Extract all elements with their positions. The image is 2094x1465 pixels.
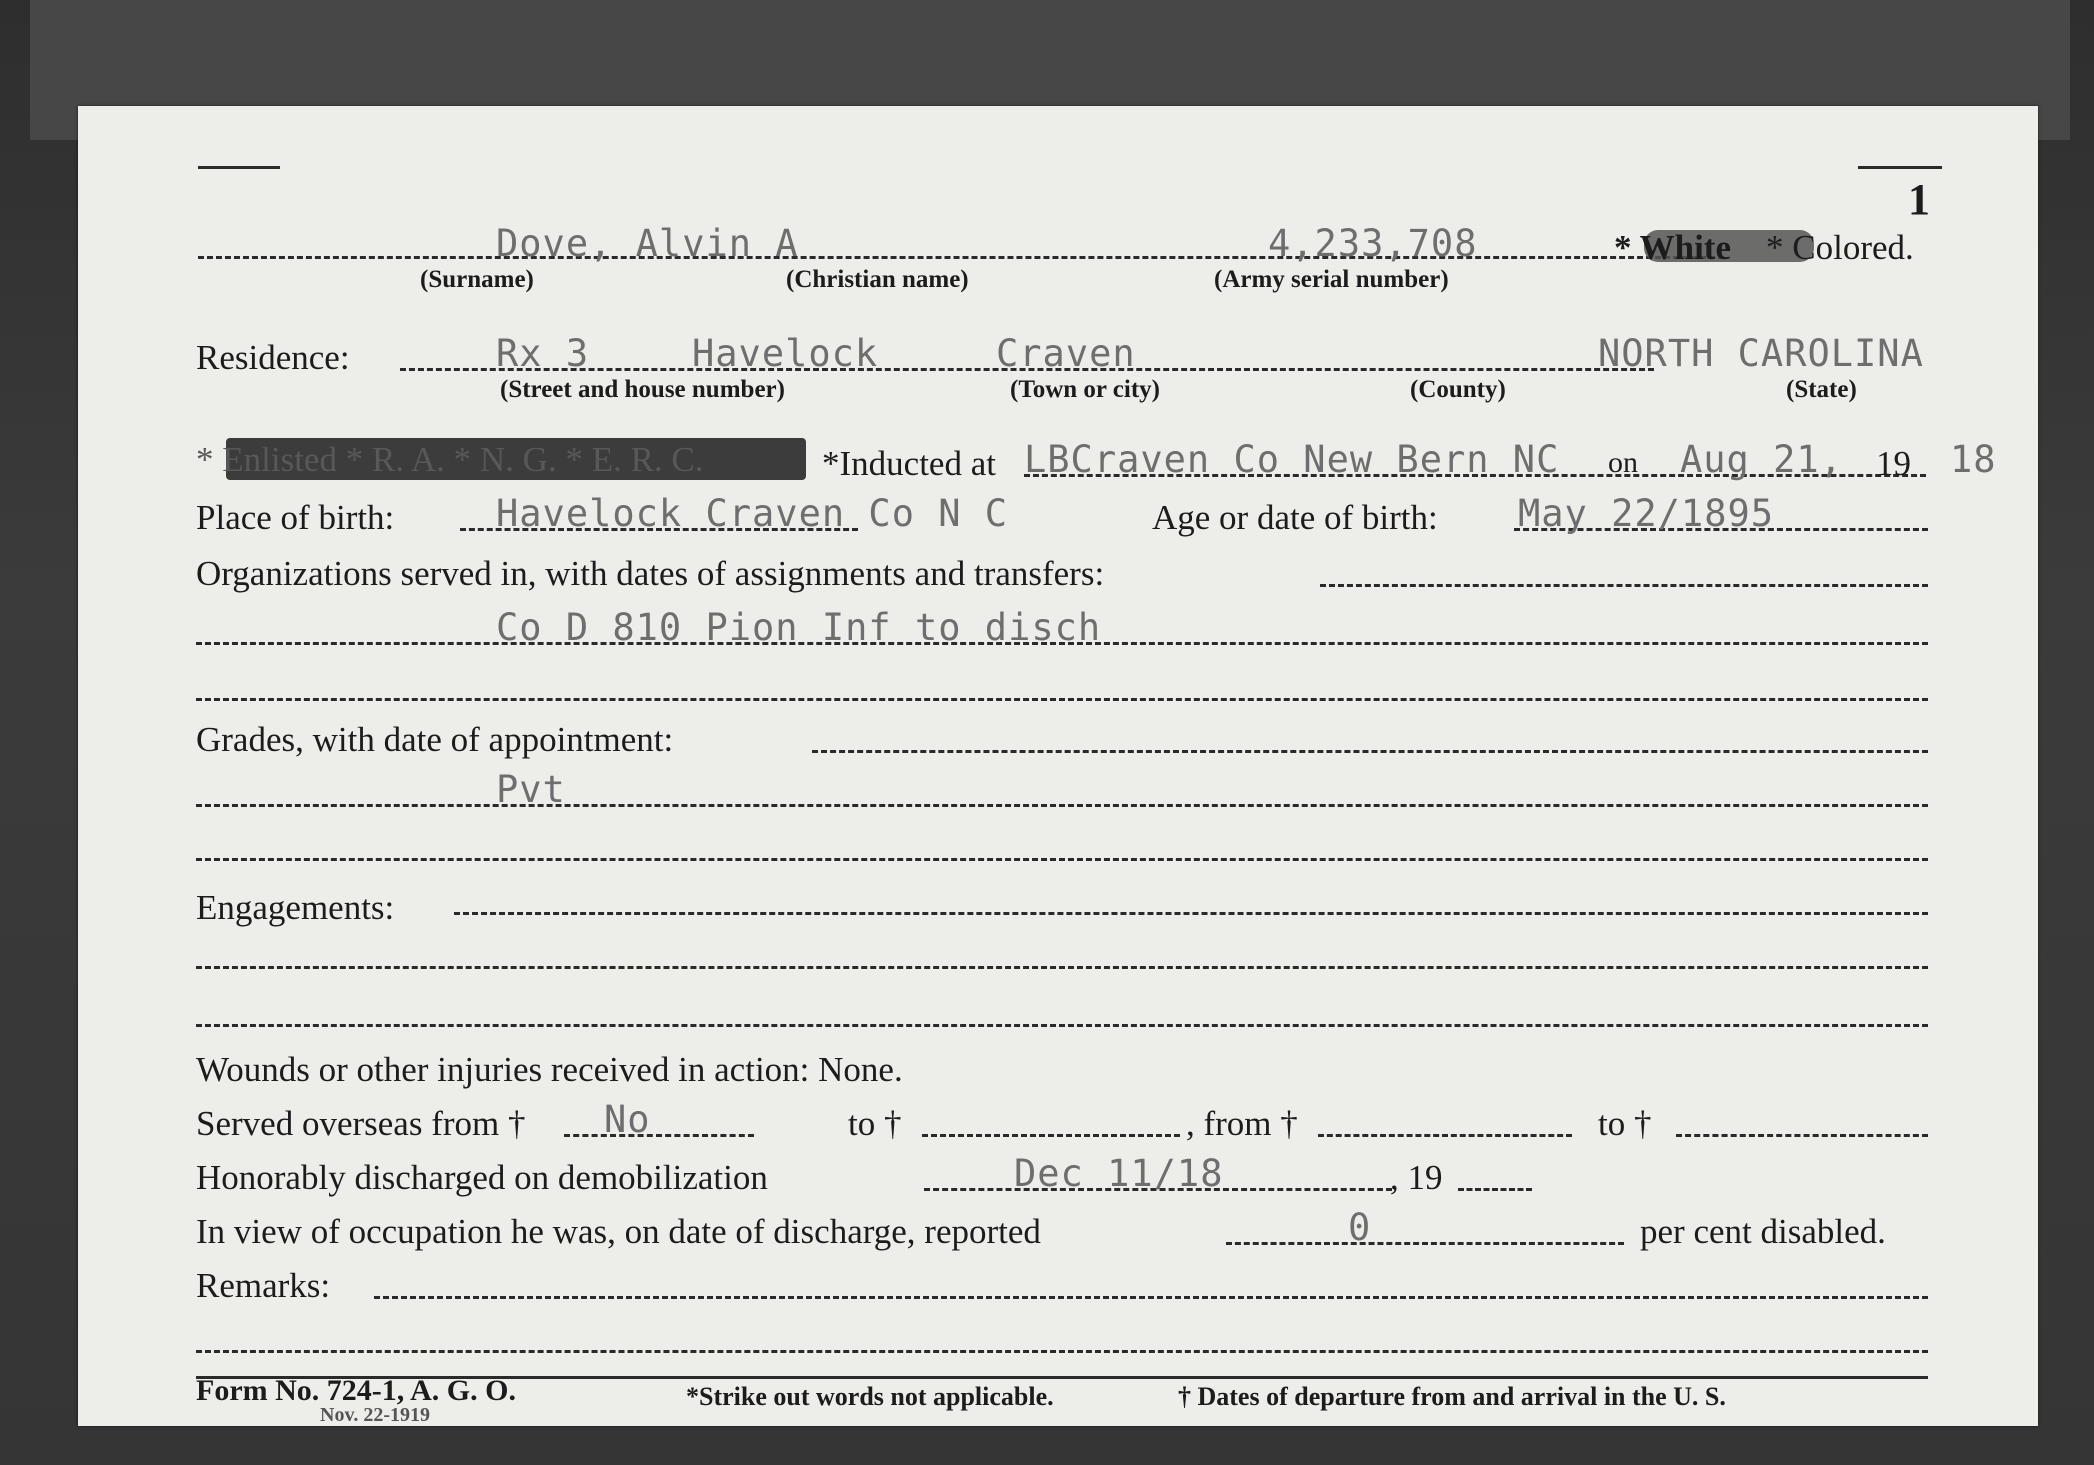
typed-state: NORTH CAROLINA xyxy=(1598,332,1924,375)
disability-label: In view of occupation he was, on date of discharge, reported xyxy=(196,1212,1041,1251)
discharge-year-suffix: , 19 xyxy=(1390,1158,1443,1197)
surname-caption: (Surname) xyxy=(420,266,534,293)
overseas-from2-label: , from † xyxy=(1186,1104,1298,1143)
dates-note: † Dates of departure from and arrival in the U. S. xyxy=(1178,1382,1726,1411)
grades-line-2 xyxy=(196,804,1928,807)
typed-induction-place: LBCraven Co New Bern NC xyxy=(1024,438,1560,481)
typed-name: Dove, Alvin A xyxy=(496,222,799,265)
service-record-card xyxy=(78,106,2038,1426)
typed-street: Rx 3 xyxy=(496,332,590,375)
wounds-label: Wounds or other injuries received in action: None. xyxy=(196,1050,903,1089)
organizations-line-1 xyxy=(1320,584,1928,587)
enlisted-options: * Enlisted * R. A. * N. G. * E. R. C. xyxy=(196,440,704,479)
card-number: 1 xyxy=(1908,175,1930,224)
overseas-to-line xyxy=(922,1134,1180,1137)
organizations-line-3 xyxy=(196,698,1928,701)
on-label: on xyxy=(1608,446,1638,479)
engagements-label: Engagements: xyxy=(196,888,395,927)
serial-caption: (Army serial number) xyxy=(1214,266,1449,293)
remarks-label: Remarks: xyxy=(196,1266,331,1305)
overseas-from2-line xyxy=(1318,1134,1572,1137)
form-number: Form No. 724-1, A. G. O. xyxy=(196,1374,516,1407)
engagements-line-1 xyxy=(454,912,1928,915)
discharge-year-line xyxy=(1458,1188,1532,1191)
colored-label: * Colored. xyxy=(1766,228,1914,267)
form-date: Nov. 22-1919 xyxy=(320,1404,430,1426)
remarks-line-1 xyxy=(374,1296,1928,1299)
typed-induction-year: 18 xyxy=(1950,438,1997,481)
typed-birthdate: May 22/1895 xyxy=(1518,492,1775,535)
typed-town: Havelock xyxy=(692,332,879,375)
christian-caption: (Christian name) xyxy=(786,266,969,293)
birthdate-label: Age or date of birth: xyxy=(1152,498,1438,537)
engagements-line-2 xyxy=(196,966,1928,969)
overseas-from-line xyxy=(564,1134,754,1137)
birthplace-label: Place of birth: xyxy=(196,498,395,537)
organizations-label: Organizations served in, with dates of assignments and transfers: xyxy=(196,554,1105,593)
grades-line-1 xyxy=(812,750,1928,753)
grades-label: Grades, with date of appointment: xyxy=(196,720,674,759)
strike-note: *Strike out words not applicable. xyxy=(686,1382,1054,1411)
typed-overseas-from: No xyxy=(604,1098,651,1141)
top-right-rule xyxy=(1858,166,1942,169)
year-prefix: 19 xyxy=(1876,444,1911,483)
engagements-line-3 xyxy=(196,1024,1928,1027)
typed-serial: 4,233,708 xyxy=(1268,222,1478,265)
typed-discharge-date: Dec 11/18 xyxy=(1014,1152,1224,1195)
typed-organizations: Co D 810 Pion Inf to disch xyxy=(496,606,1102,649)
remarks-line-2 xyxy=(196,1350,1928,1353)
discharge-label: Honorably discharged on demobilization xyxy=(196,1158,768,1197)
overseas-to2-line xyxy=(1676,1134,1928,1137)
overseas-label: Served overseas from † xyxy=(196,1104,526,1143)
typed-disability: 0 xyxy=(1348,1206,1372,1249)
overseas-to-label: to † xyxy=(848,1104,902,1143)
typed-induction-date: Aug 21, xyxy=(1680,438,1843,481)
overseas-to2-label: to † xyxy=(1598,1104,1652,1143)
disability-suffix: per cent disabled. xyxy=(1640,1212,1886,1251)
white-label: * White xyxy=(1614,228,1731,267)
top-left-rule xyxy=(198,166,280,169)
state-caption: (State) xyxy=(1786,376,1857,403)
inducted-label: *Inducted at xyxy=(822,444,996,483)
grades-line-3 xyxy=(196,858,1928,861)
street-caption: (Street and house number) xyxy=(500,376,785,403)
name-line xyxy=(198,256,1724,259)
typed-county: Craven xyxy=(996,332,1136,375)
disability-line xyxy=(1226,1242,1624,1245)
typed-grades: Pvt xyxy=(496,768,566,811)
residence-label: Residence: xyxy=(196,338,350,377)
town-caption: (Town or city) xyxy=(1010,376,1160,403)
county-caption: (County) xyxy=(1410,376,1506,403)
typed-birthplace: Havelock Craven Co N C xyxy=(496,492,1009,535)
